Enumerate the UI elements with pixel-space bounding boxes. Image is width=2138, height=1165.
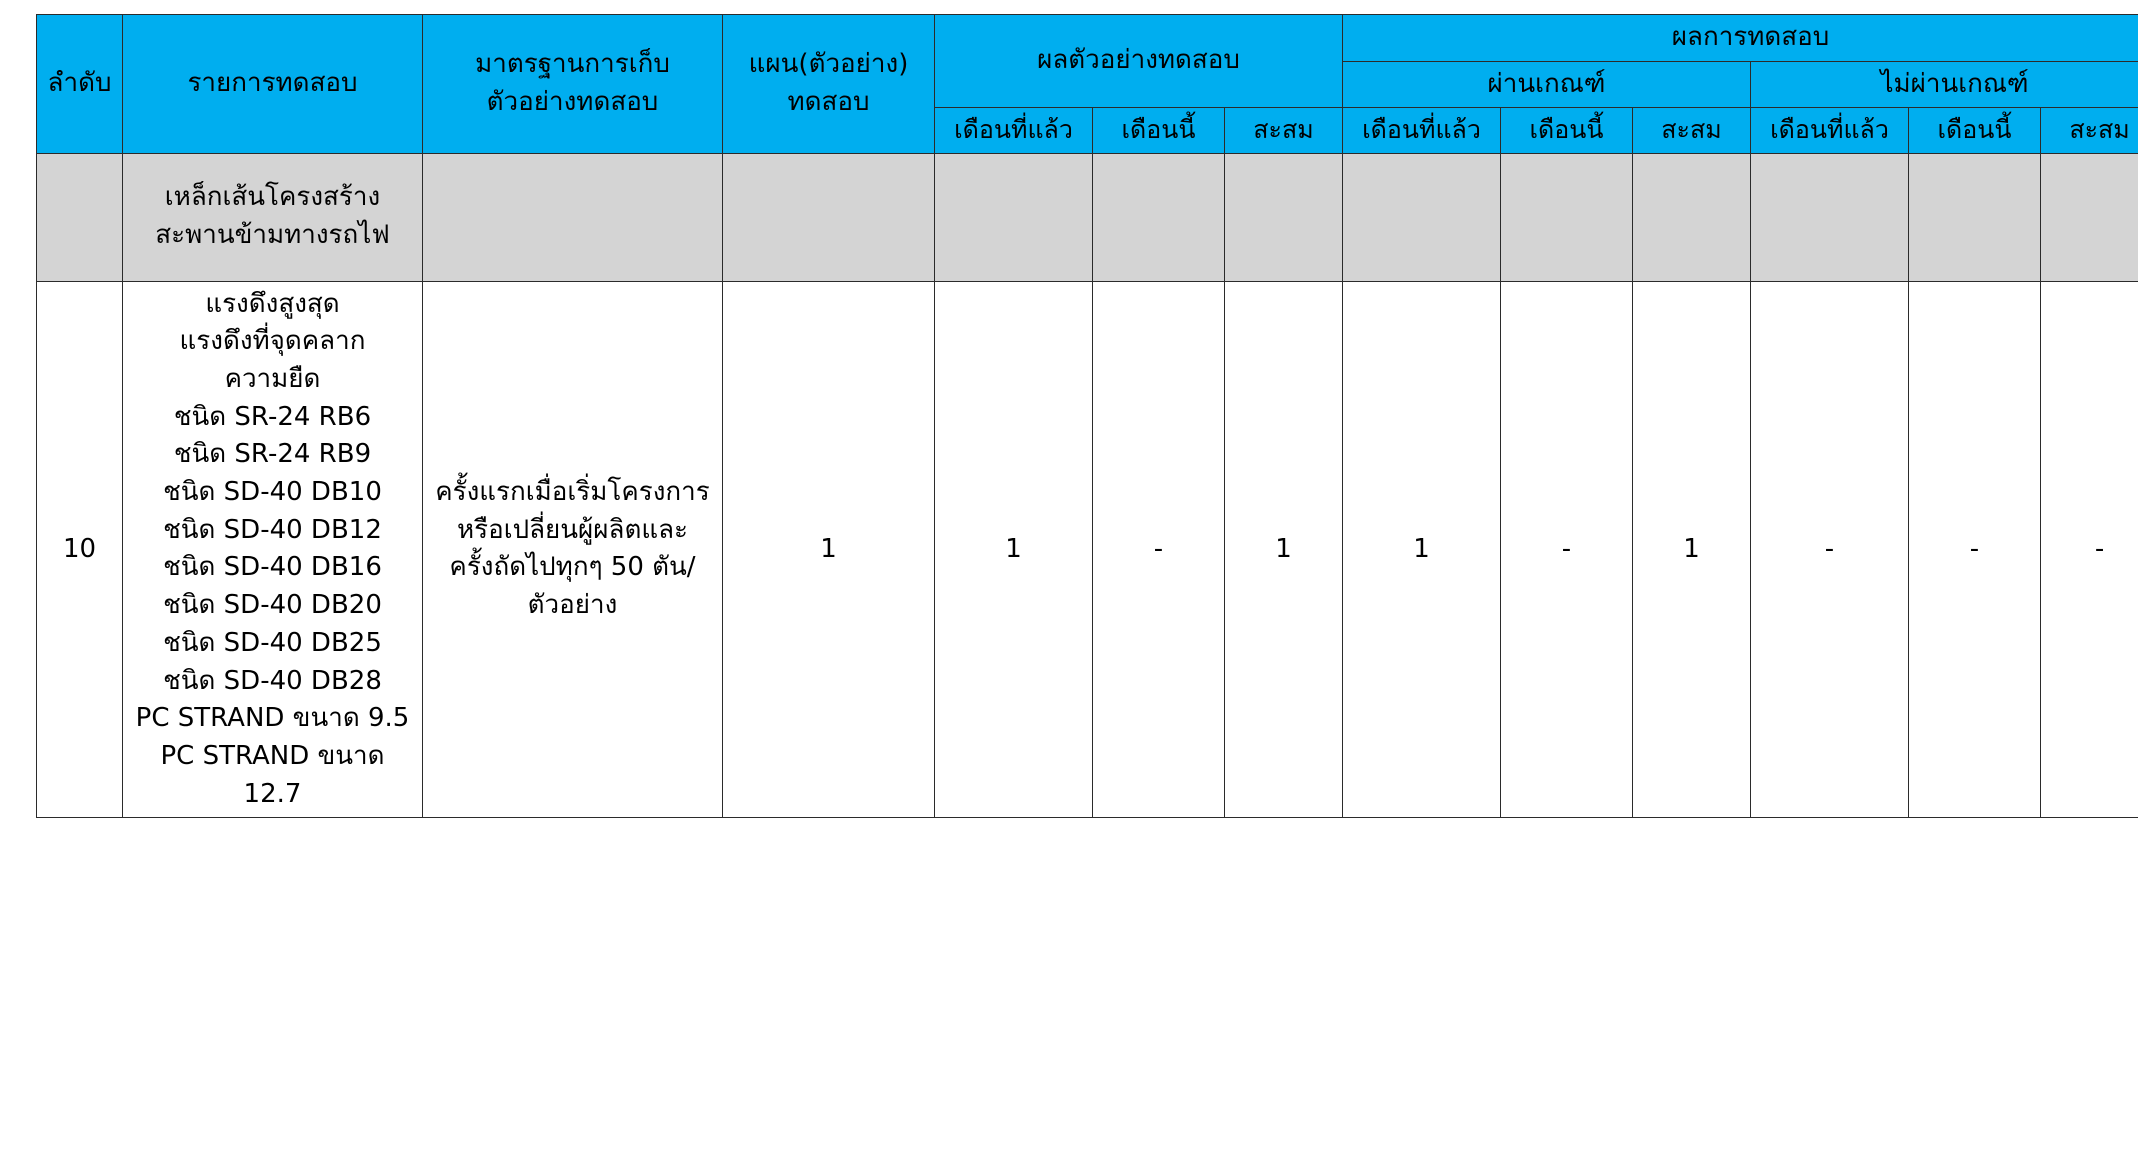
group-title-line1: เหล็กเส้นโครงสร้าง (164, 182, 381, 213)
header-plan (723, 15, 935, 154)
list-item: ชนิด SD-40 DB28 (163, 665, 382, 696)
standard-line: ตัวอย่าง (527, 590, 618, 621)
table-body (37, 153, 2138, 818)
group-pass-last-month (1343, 153, 1501, 281)
list-item: แรงดึงที่จุดคลาก (179, 326, 366, 357)
header-test-item: รายการทดสอบ (123, 15, 423, 154)
list-item: ชนิด SR-24 RB6 (173, 401, 372, 432)
table-row (37, 153, 2138, 281)
header-seq: ลำดับ (37, 15, 123, 154)
group-title-line2: สะพานข้ามทางรถไฟ (155, 220, 390, 251)
group-sample-last-month (935, 153, 1093, 281)
group-pass-this-month (1501, 153, 1633, 281)
table-header (37, 15, 2138, 154)
header-fail: ไม่ผ่านเกณฑ์ (1751, 61, 2138, 108)
detail-sample-last-month: 1 (935, 281, 1093, 818)
test-results-table (36, 14, 2138, 818)
list-item: ชนิด SD-40 DB12 (163, 514, 382, 545)
header-pass-cumulative: สะสม (1633, 108, 1751, 153)
table-row (37, 281, 2138, 818)
list-item: แรงดึงสูงสุด (205, 288, 340, 319)
header-sample-results: ผลตัวอย่างทดสอบ (935, 15, 1343, 108)
detail-pass-this-month: - (1501, 281, 1633, 818)
standard-line: หรือเปลี่ยนผู้ผลิตและ (457, 514, 688, 545)
header-pass: ผ่านเกณฑ์ (1343, 61, 1751, 108)
header-fail-last-month: เดือนที่แล้ว (1751, 108, 1909, 153)
detail-fail-this-month: - (1909, 281, 2041, 818)
detail-sample-cumulative: 1 (1225, 281, 1343, 818)
standard-line: ครั้งถัดไปทุกๆ 50 ตัน/ (449, 552, 696, 583)
list-item: ชนิด SD-40 DB10 (163, 477, 382, 508)
detail-pass-last-month: 1 (1343, 281, 1501, 818)
standard-line: ครั้งแรกเมื่อเริ่มโครงการ (435, 477, 710, 508)
detail-pass-cumulative: 1 (1633, 281, 1751, 818)
list-item: PC STRAND ขนาด (160, 740, 385, 771)
list-item: ชนิด SD-40 DB20 (163, 590, 382, 621)
header-standard-line2: ตัวอย่างทดสอบ (486, 86, 659, 117)
header-plan-line1: แผน(ตัวอย่าง) (748, 49, 909, 80)
header-row-1 (37, 15, 2138, 62)
detail-fail-last-month: - (1751, 281, 1909, 818)
header-fail-cumulative: สะสม (2041, 108, 2138, 153)
detail-fail-cumulative: - (2041, 281, 2138, 818)
list-item: PC STRAND ขนาด 9.5 (135, 703, 410, 734)
detail-seq-cell: 10 (37, 281, 123, 818)
header-plan-line2: ทดสอบ (787, 86, 870, 117)
group-fail-last-month (1751, 153, 1909, 281)
list-item: ความยืด (224, 364, 321, 394)
detail-plan-cell: 1 (723, 281, 935, 818)
group-standard-cell (423, 153, 723, 281)
header-pass-last-month: เดือนที่แล้ว (1343, 108, 1501, 153)
header-standard-line1: มาตรฐานการเก็บ (475, 49, 670, 80)
header-test-results: ผลการทดสอบ (1343, 15, 2138, 62)
group-sample-this-month (1093, 153, 1225, 281)
detail-item-list-cell (123, 281, 423, 818)
detail-sample-this-month: - (1093, 281, 1225, 818)
list-item: ชนิด SR-24 RB9 (173, 439, 372, 470)
header-sample-cumulative: สะสม (1225, 108, 1343, 153)
detail-standard-cell (423, 281, 723, 818)
list-item: 12.7 (243, 778, 302, 809)
group-sample-cumulative (1225, 153, 1343, 281)
header-sample-last-month: เดือนที่แล้ว (935, 108, 1093, 153)
group-pass-cumulative (1633, 153, 1751, 281)
header-standard (423, 15, 723, 154)
list-item: ชนิด SD-40 DB25 (163, 627, 382, 658)
group-title-cell (123, 153, 423, 281)
list-item: ชนิด SD-40 DB16 (163, 552, 382, 583)
group-fail-cumulative (2041, 153, 2138, 281)
header-fail-this-month: เดือนนี้ (1909, 108, 2041, 153)
group-plan-cell (723, 153, 935, 281)
group-seq-cell (37, 153, 123, 281)
header-sample-this-month: เดือนนี้ (1093, 108, 1225, 153)
header-pass-this-month: เดือนนี้ (1501, 108, 1633, 153)
group-fail-this-month (1909, 153, 2041, 281)
